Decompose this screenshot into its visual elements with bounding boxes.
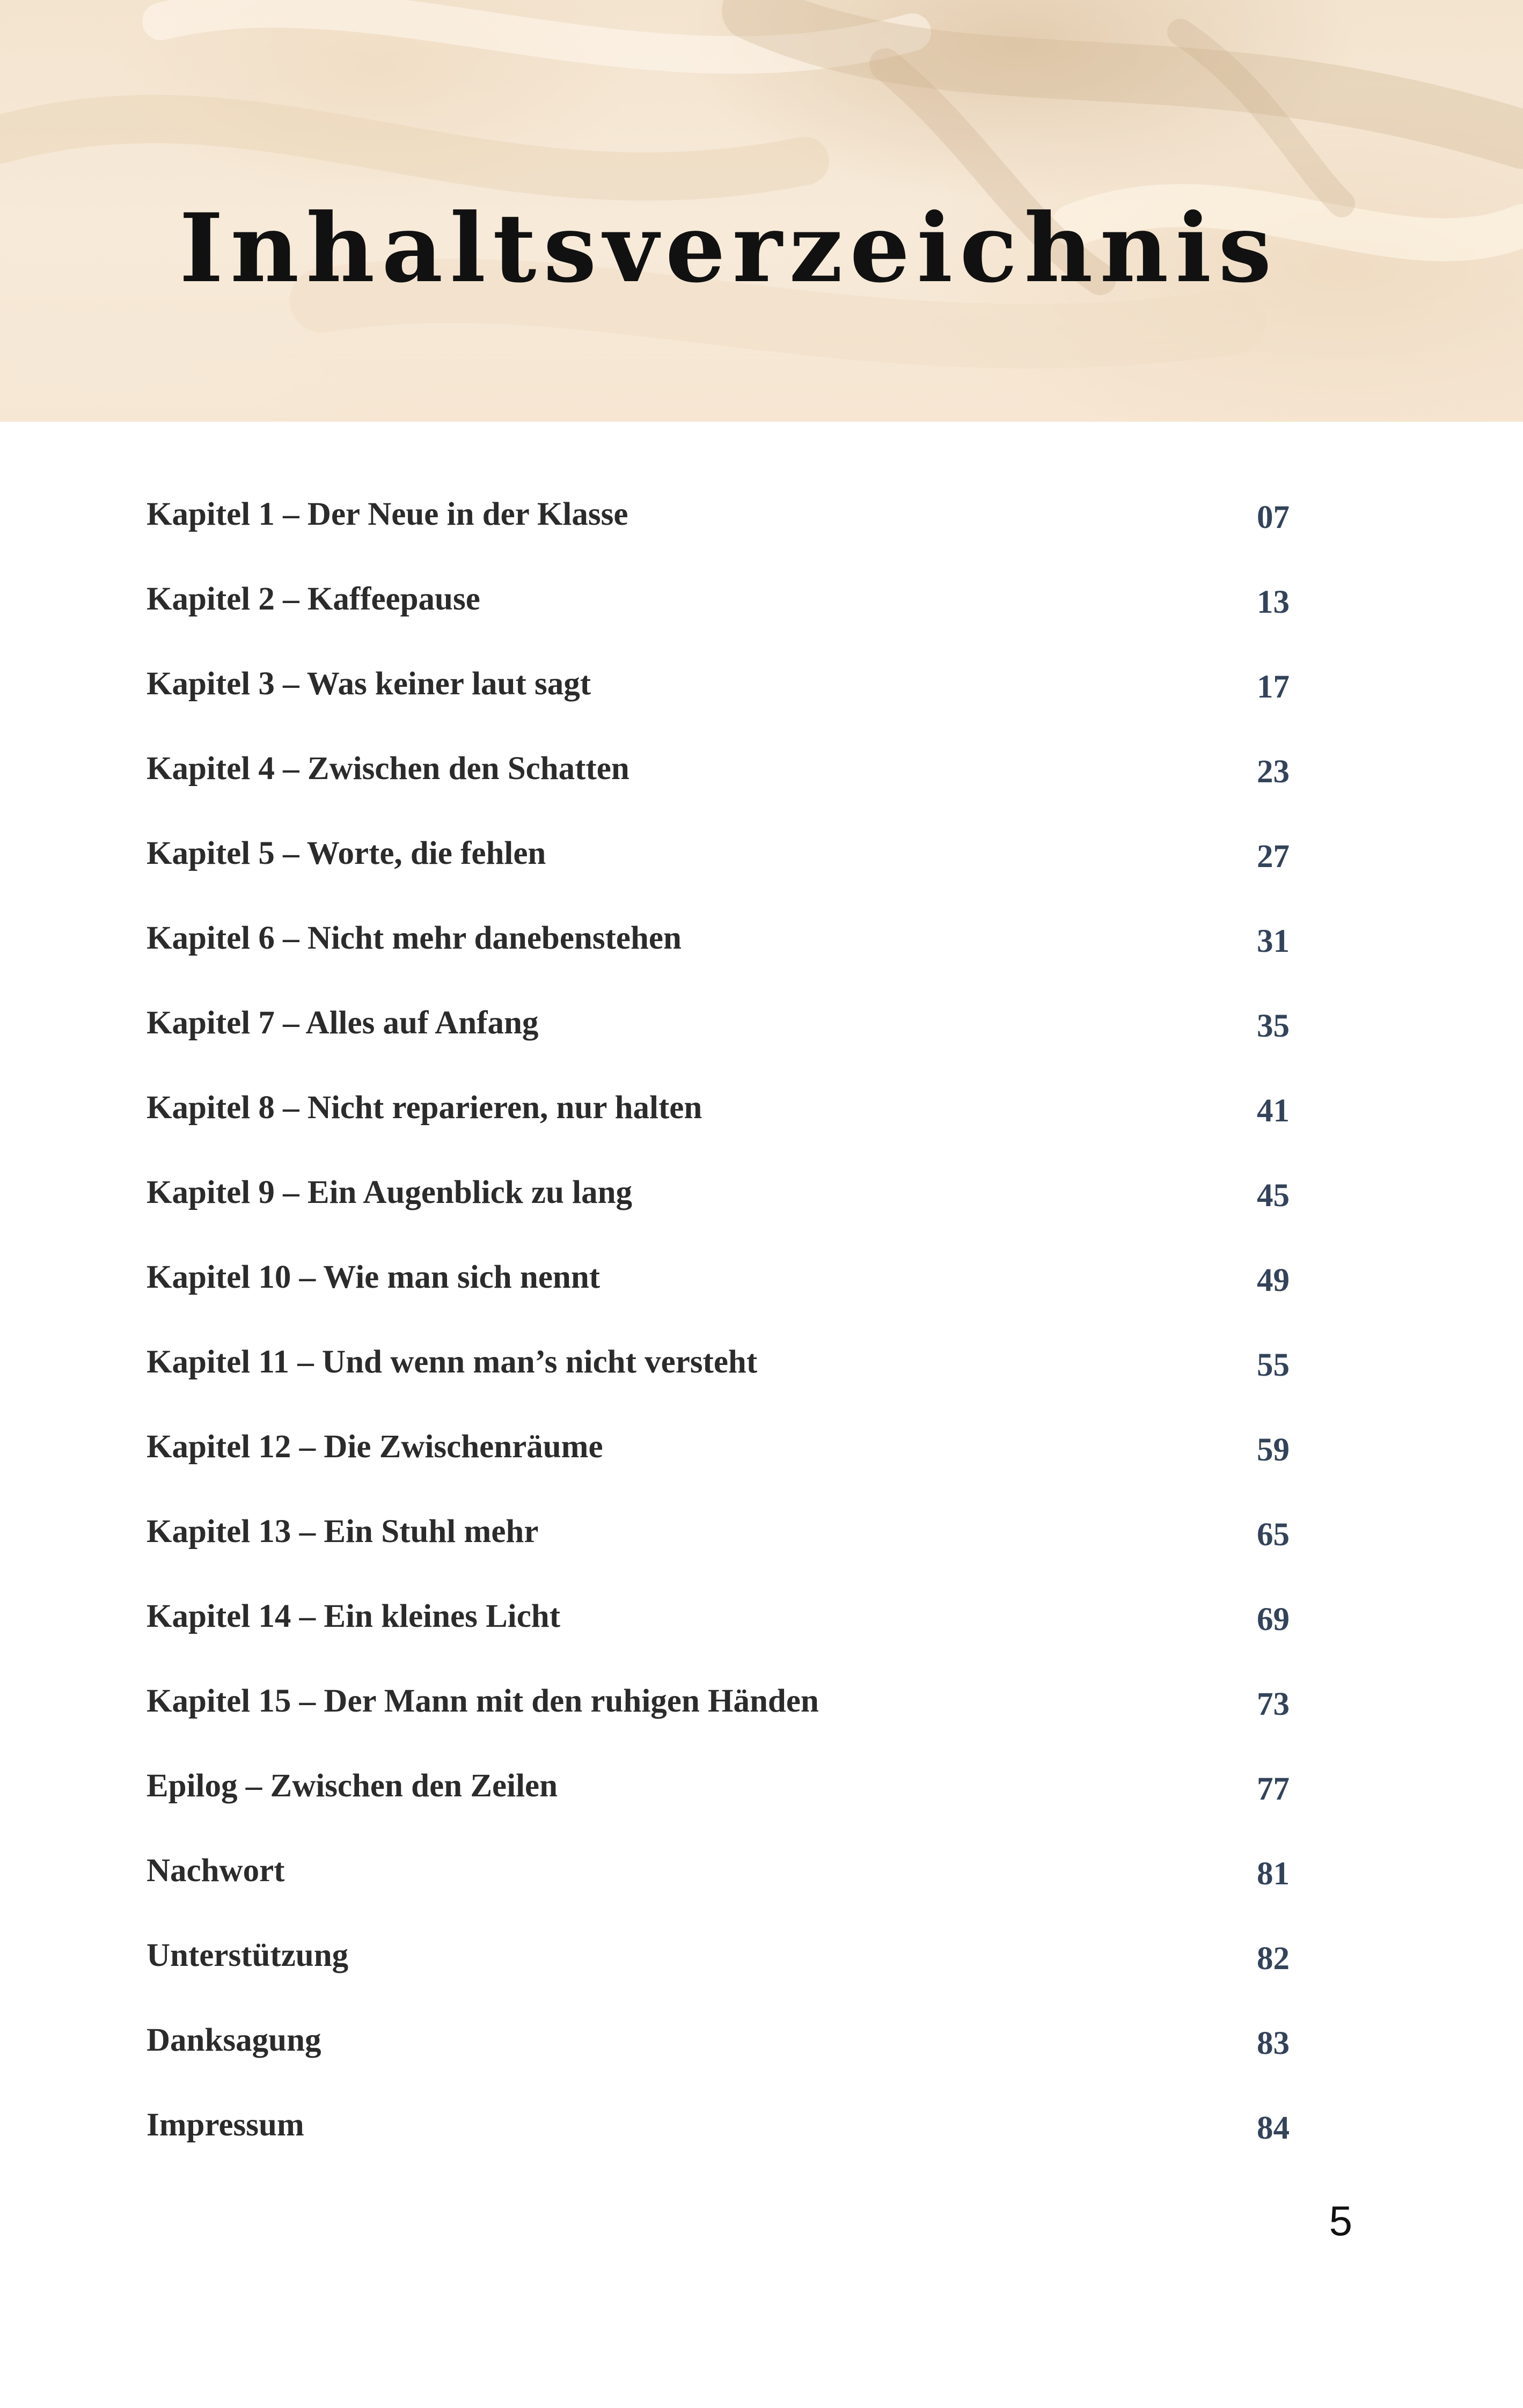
toc-entry-title: Unterstützung — [147, 1937, 349, 1973]
toc-entry-title: Kapitel 6 – Nicht mehr danebenstehen — [147, 920, 682, 956]
toc-entry-page: 49 — [1257, 1262, 1290, 1298]
toc-entry-page: 77 — [1257, 1771, 1290, 1807]
toc-entry[interactable] — [147, 1169, 1290, 1254]
toc-entry-title: Kapitel 9 – Ein Augenblick zu lang — [147, 1174, 633, 1210]
toc-entry[interactable] — [147, 1254, 1290, 1339]
page-number: 5 — [1329, 2197, 1352, 2244]
table-of-contents — [147, 491, 1290, 2186]
toc-entry[interactable] — [147, 2017, 1290, 2102]
toc-entry-page: 59 — [1257, 1432, 1290, 1468]
toc-entry-title: Kapitel 13 – Ein Stuhl mehr — [147, 1514, 539, 1550]
toc-entry[interactable] — [147, 2102, 1290, 2186]
toc-entry[interactable] — [147, 1339, 1290, 1423]
toc-entry[interactable] — [147, 915, 1290, 1000]
toc-entry-page: 23 — [1257, 754, 1290, 790]
toc-entry-page: 31 — [1257, 923, 1290, 959]
toc-entry-page: 41 — [1257, 1093, 1290, 1129]
toc-entry-title: Kapitel 7 – Alles auf Anfang — [147, 1005, 539, 1041]
toc-entry-page: 55 — [1257, 1347, 1290, 1383]
toc-entry-title: Epilog – Zwischen den Zeilen — [147, 1768, 558, 1804]
toc-entry[interactable] — [147, 1084, 1290, 1169]
toc-entry-page: 65 — [1257, 1517, 1290, 1553]
toc-entry-title: Impressum — [147, 2107, 304, 2143]
toc-entry[interactable] — [147, 1678, 1290, 1763]
toc-entry-page: 84 — [1257, 2110, 1290, 2146]
toc-entry-title: Kapitel 11 – Und wenn man’s nicht versteht — [147, 1344, 758, 1380]
toc-entry-title: Kapitel 10 – Wie man sich nennt — [147, 1259, 601, 1295]
toc-entry-page: 73 — [1257, 1686, 1290, 1722]
toc-entry[interactable] — [147, 576, 1290, 660]
toc-entry[interactable] — [147, 830, 1290, 915]
toc-entry-title: Kapitel 4 – Zwischen den Schatten — [147, 751, 629, 787]
toc-entry[interactable] — [147, 1000, 1290, 1084]
toc-entry-page: 82 — [1257, 1941, 1290, 1977]
toc-entry[interactable] — [147, 1847, 1290, 1932]
toc-entry-title: Kapitel 15 – Der Mann mit den ruhigen Händen — [147, 1683, 819, 1719]
toc-entry[interactable] — [147, 745, 1290, 830]
toc-entry-page: 81 — [1257, 1856, 1290, 1892]
toc-entry-title: Kapitel 5 – Worte, die fehlen — [147, 835, 546, 871]
toc-entry[interactable] — [147, 1423, 1290, 1508]
toc-entry-title: Nachwort — [147, 1853, 285, 1889]
toc-entry-page: 13 — [1257, 584, 1290, 620]
toc-entry[interactable] — [147, 1593, 1290, 1678]
toc-entry-title: Kapitel 8 – Nicht reparieren, nur halten — [147, 1090, 702, 1126]
toc-entry-page: 45 — [1257, 1178, 1290, 1214]
toc-entry[interactable] — [147, 491, 1290, 576]
toc-entry-title: Kapitel 2 – Kaffeepause — [147, 581, 480, 617]
toc-entry-title: Kapitel 14 – Ein kleines Licht — [147, 1598, 561, 1634]
toc-entry-page: 83 — [1257, 2025, 1290, 2061]
toc-entry-page: 07 — [1257, 500, 1290, 535]
toc-entry[interactable] — [147, 1763, 1290, 1847]
toc-entry-page: 27 — [1257, 839, 1290, 875]
toc-entry-title: Danksagung — [147, 2022, 321, 2058]
toc-entry-title: Kapitel 3 – Was keiner laut sagt — [147, 666, 591, 702]
page-title: Inhaltsverzeichnis — [179, 193, 1279, 304]
toc-entry-page: 35 — [1257, 1008, 1290, 1044]
toc-entry[interactable] — [147, 1932, 1290, 2017]
toc-entry[interactable] — [147, 660, 1290, 745]
toc-entry-title: Kapitel 1 – Der Neue in der Klasse — [147, 496, 628, 532]
toc-entry-page: 69 — [1257, 1602, 1290, 1638]
toc-entry[interactable] — [147, 1508, 1290, 1593]
toc-entry-title: Kapitel 12 – Die Zwischenräume — [147, 1429, 603, 1465]
header-painted-background — [0, 0, 1523, 422]
toc-entry-page: 17 — [1257, 669, 1290, 705]
